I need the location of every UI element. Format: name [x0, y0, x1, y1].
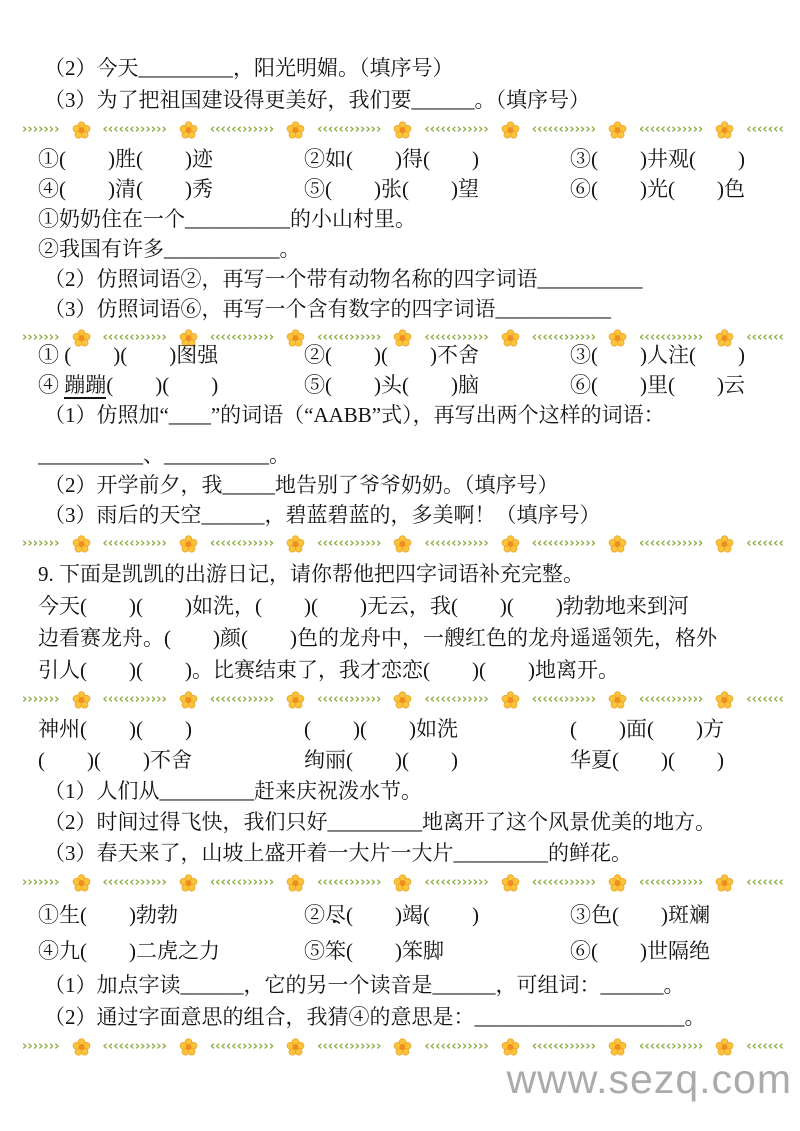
ex10-question-2: （2）时间过得飞快，我们只好_________地离开了这个风景优美的地方。: [44, 810, 716, 834]
vine-leaves: ‹‹‹‹‹‹››››››: [102, 875, 167, 890]
ex8-question-1: （1）仿照加“____”的词语（“AABB”式），再写出两个这样的词语：: [44, 403, 665, 427]
vine-leaves: ‹‹‹‹‹‹‹: [746, 330, 784, 345]
flower-icon: [179, 1038, 198, 1057]
flower-icon: [72, 874, 91, 893]
vine-leaves: ‹‹‹‹‹‹››››››: [317, 122, 382, 137]
vine-leaves: ‹‹‹‹‹‹››››››: [317, 692, 382, 707]
flower-icon: [393, 535, 412, 554]
flower-icon: [501, 691, 520, 710]
vine-leaves: ‹‹‹‹‹‹››››››: [102, 1039, 167, 1054]
ex8-item-6: ⑥( )里( )云: [570, 373, 745, 397]
ex8-item-1: ① ( )( )图强: [38, 343, 219, 367]
watermark: www.sezq.com: [506, 1056, 792, 1102]
vine-leaves: ‹‹‹‹‹‹››››››: [639, 875, 704, 890]
flower-icon: [286, 535, 305, 554]
ex10-question-1: （1）人们从_________赶来庆祝泼水节。: [44, 779, 422, 803]
flower-icon: [608, 874, 627, 893]
vine-leaves: ‹‹‹‹‹‹››››››: [424, 875, 489, 890]
ex8-item-2: ②( )( )不舍: [304, 343, 479, 367]
vine-leaves: ‹‹‹‹‹‹››››››: [424, 1039, 489, 1054]
vine-leaves: ‹‹‹‹‹‹››››››: [639, 536, 704, 551]
flower-icon: [393, 691, 412, 710]
flower-icon: [72, 691, 91, 710]
flower-icon: [72, 1038, 91, 1057]
vine-leaves: ‹‹‹‹‹‹‹: [746, 536, 784, 551]
vine-leaves: ‹‹‹‹‹‹››››››: [317, 875, 382, 890]
intro-line-3: （3）为了把祖国建设得更美好，我们要______。（填序号）: [44, 88, 590, 112]
vine-leaves: ‹‹‹‹‹‹››››››: [102, 330, 167, 345]
vine-leaves: ‹‹‹‹‹‹››››››: [424, 692, 489, 707]
vine-leaves: ‹‹‹‹‹‹››››››: [531, 536, 596, 551]
ex8-item-3: ③( )人注( ): [570, 343, 745, 367]
vine-leaves: ›››››››: [22, 536, 60, 551]
ex9-diary-line-2: 边看赛龙舟。( )颜( )色的龙舟中，一艘红色的龙舟遥遥领先，格外: [38, 626, 717, 650]
flower-icon: [715, 121, 734, 140]
ex11-item-4: ④九( )二虎之力: [38, 939, 220, 963]
vine-leaves: ‹‹‹‹‹‹››››››: [209, 122, 275, 137]
ex7-word-row-1: [38, 144, 790, 174]
ex10-question-3: （3）春天来了，山坡上盛开着一大片一大片_________的鲜花。: [44, 841, 632, 865]
vine-leaves: ‹‹‹‹‹‹››››››: [209, 1039, 275, 1054]
ex11-item-5: ⑤笨( )笨脚: [304, 939, 444, 963]
flower-icon: [393, 874, 412, 893]
vine-leaves: ‹‹‹‹‹‹››››››: [531, 330, 596, 345]
ex10-item-2: ( )( )如洗: [304, 717, 458, 741]
ex7-fill-sentence-1: ①奶奶住在一个__________的小山村里。: [38, 207, 416, 231]
flower-icon: [501, 1038, 520, 1057]
vine-leaves: ‹‹‹‹‹‹››››››: [209, 875, 275, 890]
vine-leaves: ‹‹‹‹‹‹››››››: [531, 875, 596, 890]
ex7-word-row-2: [38, 174, 790, 204]
ex10-item-6: 华夏( )( ): [570, 748, 724, 772]
ex11-item-2: [304, 897, 570, 933]
ex10-item-3: ( )面( )方: [570, 717, 724, 741]
vine-leaves: ‹‹‹‹‹‹››››››: [531, 1039, 596, 1054]
vine-leaves: ‹‹‹‹‹‹››››››: [531, 692, 596, 707]
flower-garland-divider: [22, 690, 784, 710]
vine-leaves: ›››››››: [22, 692, 60, 707]
intro-line-2: （2）今天_________，阳光明媚。（填序号）: [44, 56, 454, 80]
vine-leaves: ‹‹‹‹‹‹››››››: [531, 122, 596, 137]
ex7-item-5: ⑤( )张( )望: [304, 177, 479, 201]
flower-icon: [501, 874, 520, 893]
ex7-item-4: ④( )清( )秀: [38, 177, 213, 201]
ex11-item-2-blanks: ( )竭( ): [346, 903, 479, 927]
flower-icon: [715, 691, 734, 710]
vine-leaves: ‹‹‹‹‹‹››››››: [639, 122, 704, 137]
ex8-question-1-blanks: __________、__________。: [38, 443, 290, 467]
flower-garland-divider: [22, 873, 784, 893]
ex10-item-5: 绚丽( )( ): [304, 748, 458, 772]
ex9-diary-line-1: 今天( )( )如洗，( )( )无云，我( )( )勃勃地来到河: [38, 594, 689, 618]
flower-icon: [608, 691, 627, 710]
vine-leaves: ›››››››: [22, 122, 60, 137]
flower-garland-divider: [22, 534, 784, 554]
vine-leaves: ‹‹‹‹‹‹››››››: [209, 536, 275, 551]
ex8-item-4-underlined-word: 蹦蹦: [64, 373, 107, 397]
vine-leaves: ›››››››: [22, 1039, 60, 1054]
vine-leaves: ‹‹‹‹‹‹››››››: [639, 692, 704, 707]
ex11-question-1: （1）加点字读______，它的另一个读音是______，可组词：______。: [44, 973, 685, 997]
vine-leaves: ‹‹‹‹‹‹››››››: [317, 536, 382, 551]
ex8-item-4: [38, 370, 304, 400]
vine-leaves: ‹‹‹‹‹‹››››››: [209, 330, 275, 345]
ex7-question-3: （3）仿照词语⑥，再写一个含有数字的四字词语___________: [44, 297, 611, 321]
vine-leaves: ‹‹‹‹‹‹››››››: [102, 122, 167, 137]
ex11-item-6: ⑥( )世隔绝: [570, 939, 710, 963]
flower-icon: [179, 874, 198, 893]
vine-leaves: ‹‹‹‹‹‹››››››: [424, 122, 489, 137]
flower-icon: [715, 1038, 734, 1057]
ex11-question-2: （2）通过字面意思的组合，我猜④的意思是：____________________。: [44, 1005, 706, 1029]
ex8-item-4-number: ④: [38, 373, 65, 397]
vine-leaves: ‹‹‹‹‹‹››››››: [317, 330, 382, 345]
vine-leaves: ‹‹‹‹‹‹››››››: [209, 692, 275, 707]
vine-leaves: ‹‹‹‹‹‹››››››: [102, 536, 167, 551]
flower-icon: [179, 535, 198, 554]
ex8-question-2: （2）开学前夕，我_____地告别了爷爷奶奶。（填序号）: [44, 473, 559, 497]
ex8-word-row-2: [38, 370, 790, 400]
flower-icon: [393, 1038, 412, 1057]
vine-leaves: ‹‹‹‹‹‹‹: [746, 875, 784, 890]
ex11-item-2-number: ②: [304, 903, 325, 927]
vine-leaves: ‹‹‹‹‹‹‹: [746, 1039, 784, 1054]
flower-icon: [179, 691, 198, 710]
ex11-word-row-2: [38, 933, 790, 969]
ex8-item-4-blanks: ( )( ): [106, 373, 219, 397]
vine-leaves: ‹‹‹‹‹‹››››››: [424, 330, 489, 345]
flower-icon: [501, 121, 520, 140]
flower-icon: [608, 121, 627, 140]
ex7-item-2: ②如( )得( ): [304, 147, 479, 171]
flower-icon: [179, 121, 198, 140]
flower-icon: [715, 874, 734, 893]
ex9-title: 9. 下面是凯凯的出游日记，请你帮他把四字词语补充完整。: [38, 562, 584, 586]
vine-leaves: ‹‹‹‹‹‹››››››: [424, 536, 489, 551]
ex10-word-row-1: [38, 714, 790, 745]
flower-icon: [286, 121, 305, 140]
ex10-item-1: 神州( )( ): [38, 717, 192, 741]
vine-leaves: ›››››››: [22, 875, 60, 890]
ex7-fill-sentence-2: ②我国有许多___________。: [38, 237, 301, 261]
ex11-item-1: ①生( )勃勃: [38, 903, 178, 927]
vine-leaves: ‹‹‹‹‹‹››››››: [639, 1039, 704, 1054]
flower-icon: [286, 691, 305, 710]
flower-icon: [286, 1038, 305, 1057]
ex8-question-3: （3）雨后的天空______，碧蓝碧蓝的，多美啊！（填序号）: [44, 503, 601, 527]
ex11-item-3: ③色( )斑斓: [570, 903, 710, 927]
flower-icon: [72, 535, 91, 554]
ex11-word-row-1: [38, 897, 790, 933]
vine-leaves: ‹‹‹‹‹‹‹: [746, 122, 784, 137]
vine-leaves: ›››››››: [22, 330, 60, 345]
vine-leaves: ‹‹‹‹‹‹››››››: [317, 1039, 382, 1054]
vine-leaves: ‹‹‹‹‹‹‹: [746, 692, 784, 707]
flower-icon: [286, 874, 305, 893]
ex10-item-4: ( )( )不舍: [38, 748, 192, 772]
flower-icon: [393, 121, 412, 140]
flower-icon: [715, 535, 734, 554]
flower-garland-divider: [22, 1037, 784, 1057]
ex8-item-5: ⑤( )头( )脑: [304, 373, 479, 397]
vine-leaves: ‹‹‹‹‹‹››››››: [102, 692, 167, 707]
ex11-item-2-dotted-char: 尽: [325, 903, 346, 927]
flower-garland-divider: [22, 120, 784, 140]
ex7-question-2: （2）仿照词语②，再写一个带有动物名称的四字词语__________: [44, 267, 643, 291]
ex9-diary-line-3: 引人( )( )。比赛结束了，我才恋恋( )( )地离开。: [38, 658, 619, 682]
flower-icon: [501, 535, 520, 554]
ex8-word-row-1: [38, 340, 790, 370]
ex10-word-row-2: [38, 745, 790, 776]
flower-icon: [72, 121, 91, 140]
flower-icon: [608, 1038, 627, 1057]
ex7-item-3: ③( )井观( ): [570, 147, 745, 171]
flower-icon: [608, 535, 627, 554]
vine-leaves: ‹‹‹‹‹‹››››››: [639, 330, 704, 345]
ex7-item-6: ⑥( )光( )色: [570, 177, 745, 201]
ex7-item-1: ①( )胜( )迹: [38, 147, 213, 171]
